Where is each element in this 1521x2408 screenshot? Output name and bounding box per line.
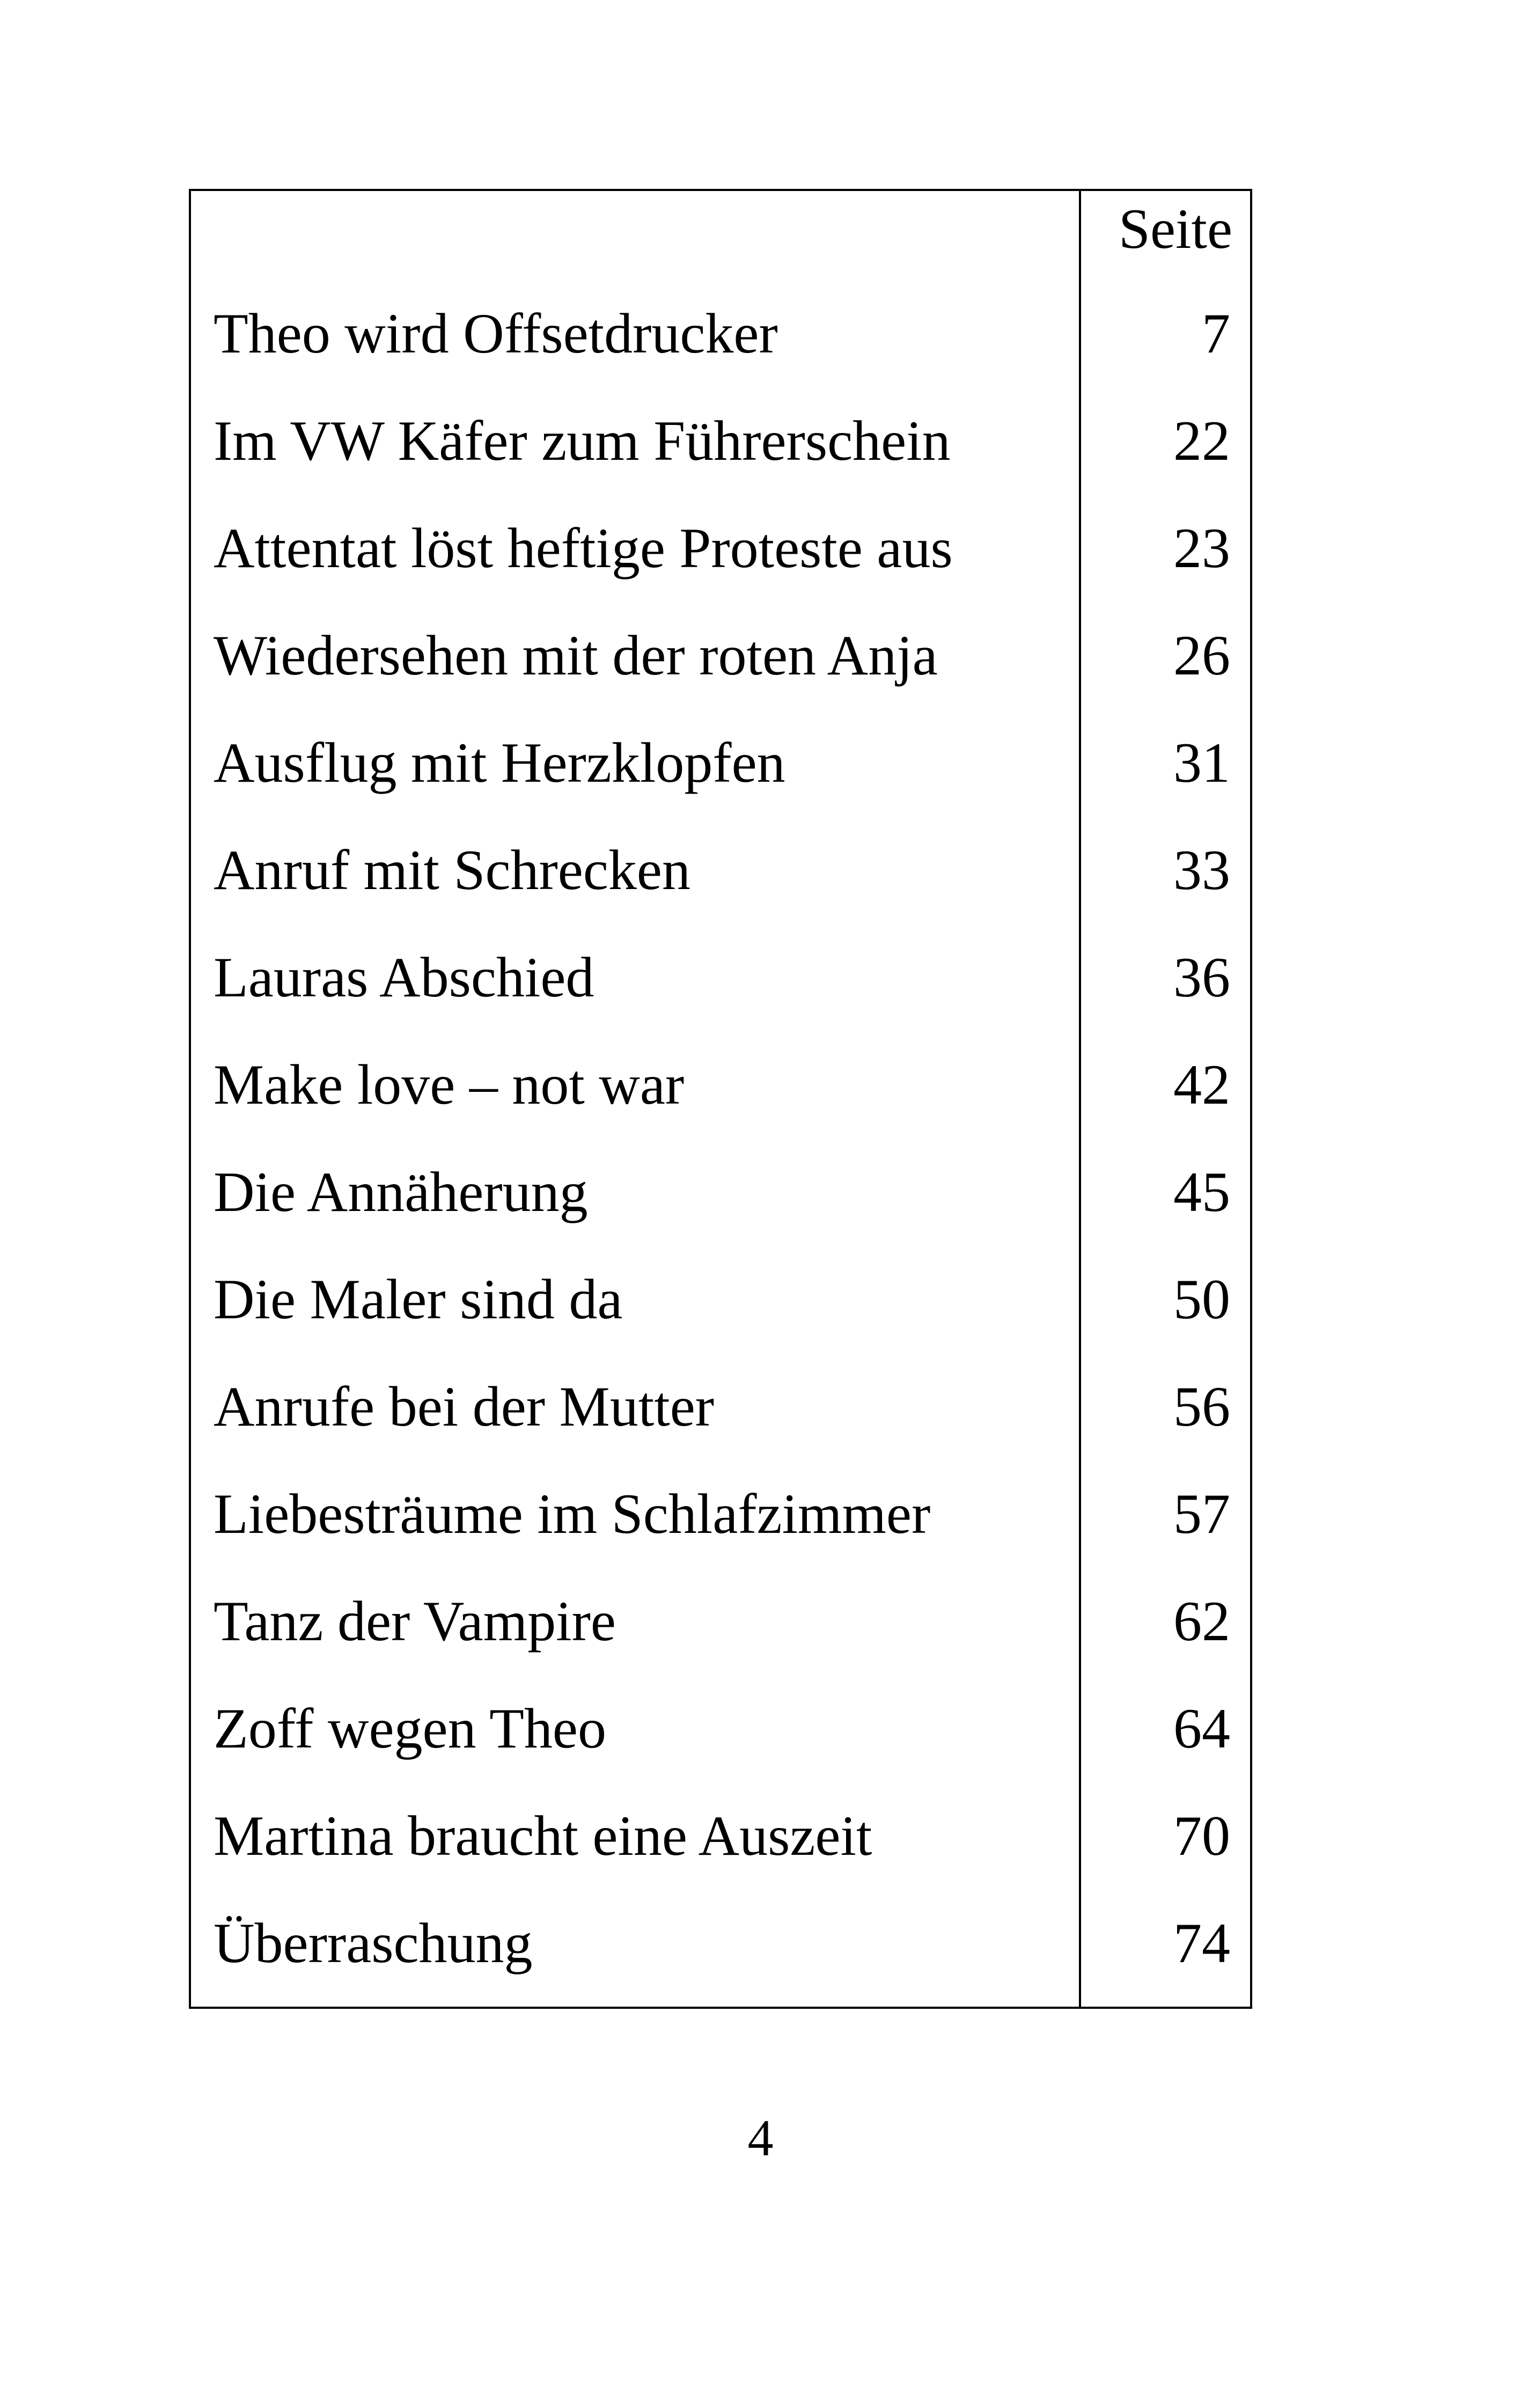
table-of-contents-list [191, 280, 1250, 1997]
toc-entry-title: Die Maler sind da [214, 1268, 623, 1331]
toc-entry [191, 1890, 1250, 1997]
toc-entry-title: Wiedersehen mit der roten Anja [214, 624, 938, 687]
toc-entry-page: 36 [1173, 946, 1230, 1009]
toc-entry-title: Die Annäherung [214, 1161, 588, 1223]
toc-entry-title: Martina braucht eine Auszeit [214, 1804, 872, 1867]
toc-entry-page: 26 [1173, 624, 1230, 687]
toc-entry-title: Überraschung [214, 1912, 533, 1974]
toc-entry [191, 709, 1250, 817]
toc-entry-page: 70 [1173, 1804, 1230, 1867]
toc-entry-title: Lauras Abschied [214, 946, 594, 1009]
toc-entry-title: Im VW Käfer zum Führerschein [214, 409, 951, 472]
toc-entry [191, 1353, 1250, 1460]
toc-entry-title: Theo wird Offsetdrucker [214, 302, 778, 365]
toc-entry [191, 495, 1250, 602]
toc-entry-page: 7 [1202, 302, 1230, 365]
toc-entry-page: 22 [1173, 409, 1230, 472]
toc-entry-title: Anrufe bei der Mutter [214, 1375, 715, 1438]
toc-entry-title: Liebesträume im Schlafzimmer [214, 1482, 931, 1545]
toc-entry-page: 57 [1173, 1482, 1230, 1545]
page-number: 4 [747, 2109, 774, 2167]
toc-entry-page: 31 [1173, 731, 1230, 794]
toc-entry-page: 23 [1173, 517, 1230, 579]
toc-entry [191, 280, 1250, 387]
toc-entry-title: Attentat löst heftige Proteste aus [214, 517, 953, 579]
toc-entry-page: 50 [1173, 1268, 1230, 1331]
toc-entry-page: 64 [1173, 1697, 1230, 1760]
toc-entry [191, 1782, 1250, 1890]
toc-entry-title: Anruf mit Schrecken [214, 839, 690, 901]
toc-entry [191, 1460, 1250, 1568]
toc-entry [191, 602, 1250, 709]
toc-entry-title: Tanz der Vampire [214, 1590, 616, 1653]
toc-entry [191, 1246, 1250, 1353]
toc-entry-page: 62 [1173, 1590, 1230, 1653]
toc-entry-title: Zoff wegen Theo [214, 1697, 606, 1760]
toc-entry-page: 45 [1173, 1161, 1230, 1223]
toc-entry-page: 56 [1173, 1375, 1230, 1438]
toc-entry [191, 1139, 1250, 1246]
toc-entry [191, 1675, 1250, 1782]
page-column-header: Seite [1119, 197, 1232, 260]
toc-entry [191, 387, 1250, 495]
toc-entry-page: 74 [1173, 1912, 1230, 1974]
toc-entry-page: 42 [1173, 1053, 1230, 1116]
toc-entry-page: 33 [1173, 839, 1230, 901]
toc-entry-title: Make love – not war [214, 1053, 685, 1116]
toc-entry-title: Ausflug mit Herzklopfen [214, 731, 785, 794]
toc-entry [191, 1568, 1250, 1675]
toc-entry [191, 817, 1250, 924]
toc-entry [191, 924, 1250, 1031]
toc-entry [191, 1031, 1250, 1139]
